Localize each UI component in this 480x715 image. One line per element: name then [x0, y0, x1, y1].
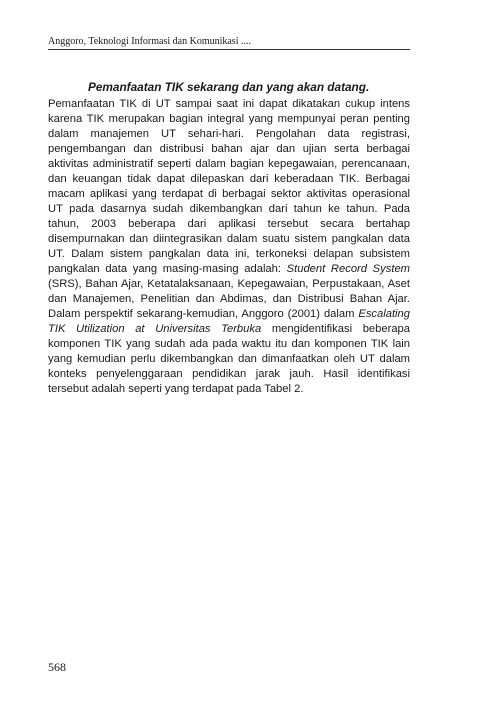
body-text-3: mengidentifikasi beberapa komponen TIK yang sudah ada pada waktu itu dan komponen TIK lain yang kemudian perlu dikembangkan dan dimanfaatkan oleh UT dalam konteks penyelenggaraan pendidikan jarak jauh. Hasil identifikasi tersebut adalah seperti yang terdapat pada Tabel 2. [48, 323, 410, 395]
italic-term-srs: Student Record System [286, 263, 410, 275]
italic-title-escalating: Escalating TIK Utilization at Universitas Terbuka [48, 308, 410, 335]
main-content [48, 80, 410, 397]
body-text-1: Pemanfaatan TIK di UT sampai saat ini dapat dikatakan cukup intens karena TIK merupakan bagian integral yang mempunyai peran penting dalam manajemen UT sehari-hari. Pengolahan data registrasi, pengembangan dan distribusi bahan ajar dan ujian serta berbagai aktivitas administratif seperti dalam bagian kepegawaian, perencanaan, dan keuangan tidak dapat dilepaskan dari keberadaan TIK. Berbagai macam aplikasi yang terdapat di berbagai sektor aktivitas operasional UT pada dasarnya sudah dikembangkan dari tahun ke tahun. Pada tahun, 2003 beberapa dari aplikasi tersebut secara bertahap disempurnakan dan diintegrasikan dalam suatu sistem pangkalan data UT. Dalam sistem pangkalan data ini, terkoneksi delapan subsistem pangkalan data yang masing-masing adalah: [48, 98, 410, 275]
section-title: Pemanfaatan TIK sekarang dan yang akan datang. [88, 80, 370, 94]
body-paragraph [48, 97, 410, 397]
page-number: 568 [48, 660, 66, 674]
body-text-2: (SRS), Bahan Ajar, Ketatalaksanaan, Kepegawaian, Perpustakaan, Aset dan Manajemen, Penelitian dan Abdimas, dan Distribusi Bahan Ajar. Dalam perspektif sekarang-kemudian, Anggoro (2001) dalam [48, 278, 410, 320]
running-head: Anggoro, Teknologi Informasi dan Komunikasi .... [48, 36, 410, 50]
